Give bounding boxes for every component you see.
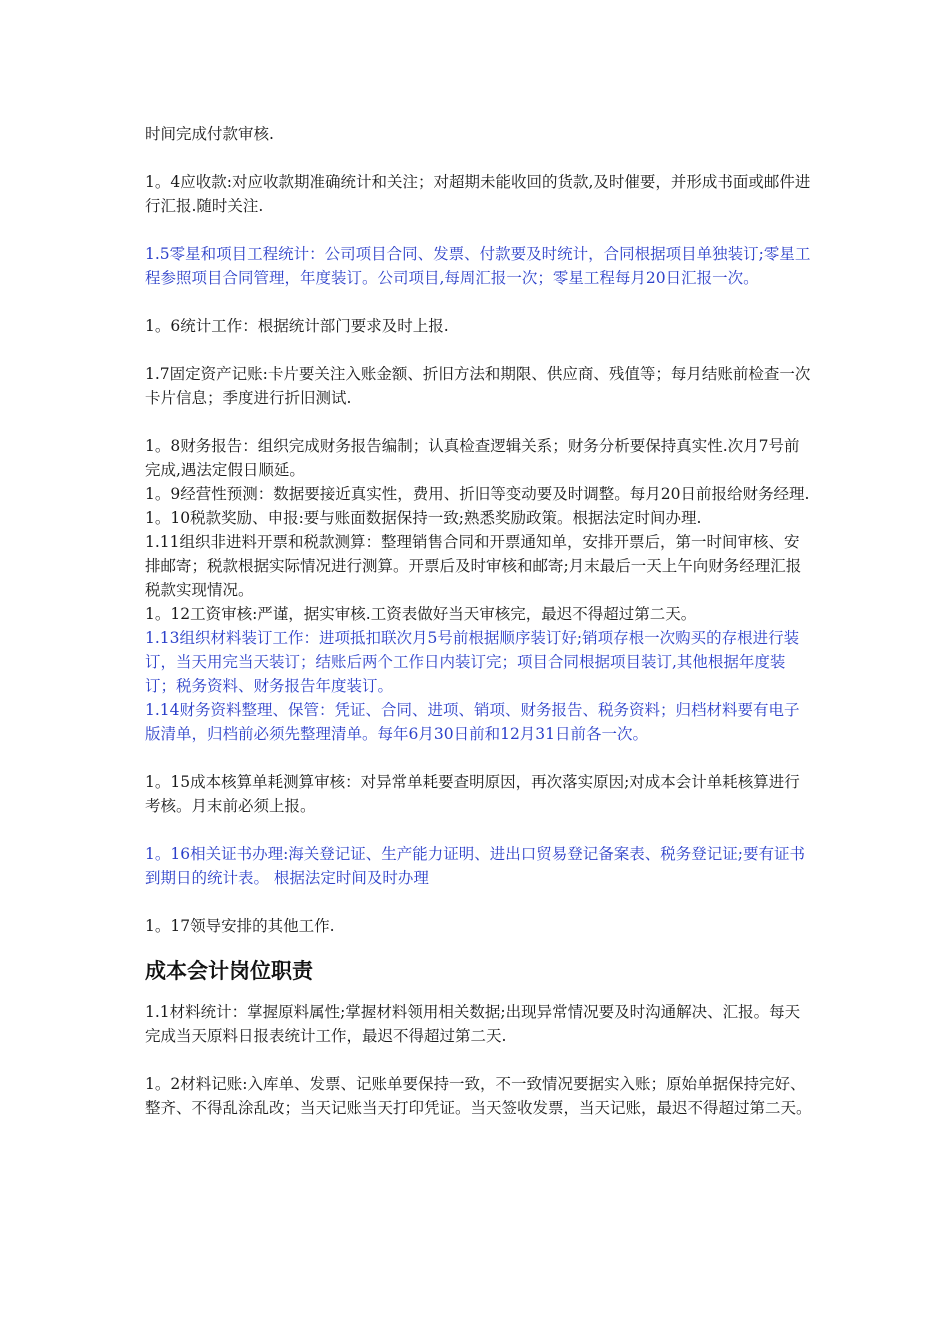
paragraph-cost-1-2: 1。2材料记账:入库单、发票、记账单要保持一致，不一致情况要据实入账；原始单据保持完好、整齐、不得乱涂乱改；当天记账当天打印凭证。当天签收发票，当天记账，最迟不得超过第二天。 <box>145 1075 812 1117</box>
paragraph-1-17: 1。17领导安排的其他工作. <box>145 917 335 935</box>
paragraph-cost-1-1: 1.1材料统计：掌握原料属性;掌握材料领用相关数据;出现异常情况要及时沟通解决、汇报。每天完成当天原料日报表统计工作，最迟不得超过第二天. <box>145 1003 801 1045</box>
paragraph-1-7: 1.7固定资产记账:卡片要关注入账金额、折旧方法和期限、供应商、残值等；每月结账前检查一次卡片信息；季度进行折旧测试. <box>145 365 811 407</box>
paragraph-1-9: 1。9经营性预测：数据要接近真实性，费用、折旧等变动要及时调整。每月20日前报给财务经理. <box>145 485 810 503</box>
paragraph-1-8: 1。8财务报告：组织完成财务报告编制；认真检查逻辑关系；财务分析要保持真实性.次月7号前完成,遇法定假日顺延。 <box>145 437 800 479</box>
paragraph-1-12: 1。12工资审核:严谨，据实审核.工资表做好当天审核完，最迟不得超过第二天。 <box>145 605 697 623</box>
paragraph-1-4: 1。4应收款:对应收款期准确统计和关注；对超期未能收回的货款,及时催要，并形成书面或邮件进行汇报.随时关注. <box>145 173 811 215</box>
paragraph-1-16: 1。16相关证书办理:海关登记证、生产能力证明、进出口贸易登记备案表、税务登记证;要有证书到期日的统计表。 根据法定时间及时办理 <box>145 845 806 887</box>
paragraph-1-11: 1.11组织非进料开票和税款测算：整理销售合同和开票通知单，安排开票后，第一时间审核、安排邮寄；税款根据实际情况进行测算。开票后及时审核和邮寄;月末最后一天上午向财务经理汇报税款实现情况。 <box>145 533 802 599</box>
paragraph-intro: 时间完成付款审核. <box>145 125 274 143</box>
document-page <box>145 122 813 1120</box>
paragraph-1-10: 1。10税款奖励、申报:要与账面数据保持一致;熟悉奖励政策。根据法定时间办理. <box>145 509 702 527</box>
section-heading: 成本会计岗位职责 <box>145 959 313 983</box>
paragraph-1-15: 1。15成本核算单耗测算审核：对异常单耗要查明原因，再次落实原因;对成本会计单耗核算进行考核。月末前必须上报。 <box>145 773 800 815</box>
paragraph-1-14: 1.14财务资料整理、保管：凭证、合同、进项、销项、财务报告、税务资料；归档材料要有电子版清单，归档前必须先整理清单。每年6月30日前和12月31日前各一次。 <box>145 701 800 743</box>
paragraph-1-5: 1.5零星和项目工程统计：公司项目合同、发票、付款要及时统计，合同根据项目单独装订;零星工程参照项目合同管理，年度装订。公司项目,每周汇报一次；零星工程每月20日汇报一次。 <box>145 245 811 287</box>
paragraph-1-6: 1。6统计工作：根据统计部门要求及时上报. <box>145 317 449 335</box>
paragraph-1-13: 1.13组织材料装订工作：进项抵扣联次月5号前根据顺序装订好;销项存根一次购买的存根进行装订，当天用完当天装订；结账后两个工作日内装订完；项目合同根据项目装订,其他根据年度装订；税务资料、财务报告年度装订。 <box>145 629 800 695</box>
